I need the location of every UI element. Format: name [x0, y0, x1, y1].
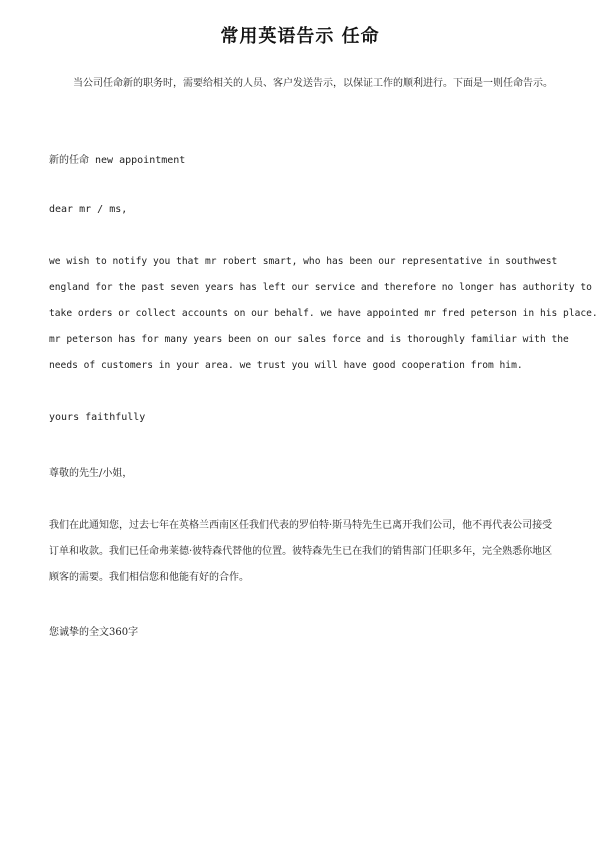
document-title: 常用英语告示 任命: [220, 26, 380, 47]
body-en-line: england for the past seven years has left our service and therefore no longer has authority to: [49, 282, 592, 293]
closing-en: yours faithfully: [49, 412, 146, 423]
body-en-line: we wish to notify you that mr robert smart, who has been our representative in southwest: [49, 256, 558, 267]
heading-line: 新的任命 new appointment: [49, 155, 186, 166]
body-en-line: take orders or collect accounts on our behalf. we have appointed mr fred peterson in his place.: [49, 308, 598, 319]
intro-paragraph: 当公司任命新的职务时，需要给相关的人员、客户发送告示，以保证工作的顺利进行。下面是一则任命告示。: [73, 78, 553, 89]
greeting-cn: 尊敬的先生/小姐，: [49, 468, 133, 479]
body-en-line: mr peterson has for many years been on our sales force and is thoroughly familiar with the: [49, 334, 569, 345]
closing-cn: 您诚挚的全文360字: [49, 627, 139, 638]
body-cn-paragraph: 我们在此通知您，过去七年在英格兰西南区任我们代表的罗伯特·斯马特先生已离开我们公司，他不再代表公司接受订单和收款。我们已任命弗莱德·彼特森代替他的位置。彼特森先生已在我们的销售部门任职多年，完全熟悉你地区顾客的需要。我们相信您和他能有好的合作。: [49, 520, 553, 583]
greeting-en: dear mr / ms,: [49, 204, 128, 215]
body-en-line: needs of customers in your area. we trust you will have good cooperation from him.: [49, 360, 523, 371]
